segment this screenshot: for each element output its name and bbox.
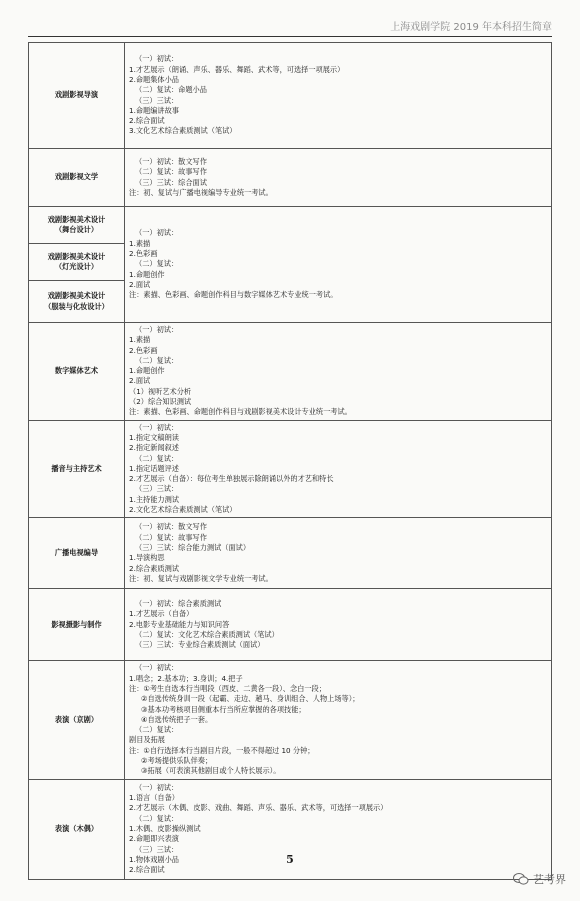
major-name-line: （灯光设计） bbox=[54, 262, 99, 271]
major-name-line: 戏剧影视导演 bbox=[54, 90, 99, 100]
major-name-line: （舞台设计） bbox=[54, 225, 99, 234]
exam-content-line: 2.色彩画 bbox=[129, 345, 158, 355]
exam-content-line: 1.唱念；2.基本功；3.身训；4.把子 bbox=[129, 673, 243, 683]
table-row bbox=[29, 207, 552, 244]
exam-content-line: （三）三试： bbox=[135, 484, 179, 494]
exam-content-line: （三）三试： bbox=[135, 844, 179, 854]
major-name-cell bbox=[29, 661, 125, 779]
exam-content-line: 1.素描 bbox=[129, 335, 151, 345]
exam-content-line: 1.主持能力测试 bbox=[129, 494, 179, 504]
exam-content-line: 1.命题编讲故事 bbox=[129, 105, 179, 115]
exam-content-line: 2.面试 bbox=[129, 279, 151, 289]
exam-content-line: 1.导演构思 bbox=[129, 553, 165, 563]
major-name-line: 播音与主持艺术 bbox=[51, 463, 102, 473]
exam-content-line: ③拓展（可表演其他剧目或个人特长展示）。 bbox=[141, 766, 281, 776]
page-number: 5 bbox=[286, 853, 294, 866]
wechat-icon bbox=[513, 872, 529, 886]
table-row bbox=[29, 661, 552, 779]
exam-content-line: 1.素描 bbox=[129, 238, 151, 248]
exam-content-line: 1.指定文稿朗读 bbox=[129, 432, 179, 442]
exam-content-line: 2.综合面试 bbox=[129, 116, 165, 126]
major-name-cell bbox=[29, 281, 125, 323]
major-name-line: 广播电视编导 bbox=[54, 548, 99, 558]
exam-content-line: 1.才艺展示（朗诵、声乐、器乐、舞蹈、武术等，可选择一项展示） bbox=[129, 64, 345, 74]
exam-content-line: ④自选传统把子一套。 bbox=[141, 714, 213, 724]
exam-content-line: （一）初试： bbox=[135, 325, 179, 334]
exam-content-cell bbox=[125, 149, 552, 207]
exam-content-line: ③基本功考核项目侧重本行当所应掌握的各项技能； bbox=[141, 704, 306, 714]
exam-content-line: 1.木偶、皮影操纵测试 bbox=[129, 823, 201, 833]
header-divider bbox=[28, 36, 552, 37]
major-name-line: 戏剧影视美术设计 bbox=[47, 251, 106, 261]
major-name-cell bbox=[29, 518, 125, 589]
exam-content-line: ②考场提供乐队伴奏； bbox=[141, 756, 213, 766]
major-name-line: 数字媒体艺术 bbox=[54, 366, 99, 376]
exam-content-line: （一）初试： bbox=[135, 422, 179, 432]
major-name-cell bbox=[29, 43, 125, 149]
exam-content-line: （一）初试： bbox=[135, 782, 179, 792]
major-name-cell bbox=[29, 149, 125, 207]
exam-content-line: 2.综合素质测试 bbox=[129, 563, 179, 573]
major-name-line: 表演（京剧） bbox=[54, 714, 99, 724]
exam-content-line: 剧目及拓展 bbox=[129, 735, 165, 745]
exam-content-line: 1.命题创作 bbox=[129, 269, 165, 279]
exam-content-line: 2.才艺展示（自备）：每位考生单独展示除朗诵以外的才艺和特长 bbox=[129, 474, 334, 484]
table-row bbox=[29, 420, 552, 518]
exam-content-line: （三）三试：综合能力测试（面试） bbox=[135, 543, 251, 553]
exam-content-line: （一）初试： bbox=[135, 663, 179, 673]
exam-content-line: 2.综合面试 bbox=[129, 865, 165, 875]
document-header-title: 上海戏剧学院 2019 年本科招生简章 bbox=[390, 22, 552, 33]
exam-content-line: 2.命题集体小品 bbox=[129, 74, 179, 84]
table-row bbox=[29, 323, 552, 421]
major-name-line: （服装与化妆设计） bbox=[44, 301, 109, 311]
major-name-cell bbox=[29, 589, 125, 661]
exam-content-line: 1.语言（自备） bbox=[129, 793, 179, 803]
exam-content-cell bbox=[125, 661, 552, 779]
table-row bbox=[29, 518, 552, 589]
exam-content-line: （2）综合知识测试 bbox=[129, 397, 192, 407]
major-name-line: 表演（木偶） bbox=[54, 823, 99, 833]
exam-content-cell bbox=[125, 43, 552, 149]
major-name-cell bbox=[29, 323, 125, 421]
exam-content-line: 1.指定话题评述 bbox=[129, 463, 179, 473]
exam-content-line: （一）初试：综合素质测试 bbox=[135, 599, 222, 609]
exam-content-line: 注：①自行选择本行当剧目片段，一般不得超过 10 分钟； bbox=[129, 745, 315, 755]
exam-content-line: （一）初试：散文写作 bbox=[135, 522, 207, 532]
exam-content-line: （一）初试： bbox=[135, 228, 179, 238]
exam-content-line: （二）复试：文化艺术综合素质测试（笔试） bbox=[135, 629, 279, 639]
exam-content-cell bbox=[125, 207, 552, 323]
exam-content-line: 2.色彩画 bbox=[129, 249, 158, 259]
exam-content-line: 注：素描、色彩画、命题创作科目与戏剧影视美术设计专业统一考试。 bbox=[129, 407, 352, 417]
exam-content-line: 2.才艺展示（木偶、皮影、戏曲、舞蹈、声乐、器乐、武术等，可选择一项展示） bbox=[129, 803, 388, 813]
exam-content-line: （一）初试：散文写作 bbox=[135, 156, 207, 166]
exam-table-body bbox=[29, 43, 552, 880]
exam-content-line: 1.才艺展示（自备） bbox=[129, 609, 194, 619]
exam-content-line: （三）三试： bbox=[135, 95, 179, 105]
exam-content-line: （1）视听艺术分析 bbox=[129, 386, 192, 396]
exam-content-line: 3.文化艺术综合素质测试（笔试） bbox=[129, 126, 237, 136]
major-name-cell bbox=[29, 420, 125, 518]
exam-content-line: （二）复试：故事写作 bbox=[135, 532, 207, 542]
exam-content-line: （二）复试： bbox=[135, 355, 179, 365]
major-name-line: 戏剧影视美术设计 bbox=[47, 214, 106, 224]
exam-content-table bbox=[28, 42, 552, 880]
table-row bbox=[29, 149, 552, 207]
exam-content-cell bbox=[125, 420, 552, 518]
table-row bbox=[29, 589, 552, 661]
exam-content-line: （二）复试： bbox=[135, 259, 179, 269]
exam-content-line: （二）复试： bbox=[135, 813, 179, 823]
exam-content-line: 2.面试 bbox=[129, 376, 151, 386]
exam-content-line: （二）复试：命题小品 bbox=[135, 85, 207, 95]
major-name-cell bbox=[29, 207, 125, 244]
exam-content-line: （二）复试：故事写作 bbox=[135, 167, 207, 177]
exam-content-line: 注：素描、色彩画、命题创作科目与数字媒体艺术专业统一考试。 bbox=[129, 290, 338, 300]
exam-content-line: 1.命题创作 bbox=[129, 366, 165, 376]
exam-content-cell bbox=[125, 323, 552, 421]
exam-content-line: （三）三试：综合面试 bbox=[135, 177, 207, 187]
exam-content-line: 注：初、复试与广播电视编导专业统一考试。 bbox=[129, 187, 273, 197]
exam-content-line: （二）复试： bbox=[135, 725, 179, 735]
exam-content-line: 1.物体戏剧小品 bbox=[129, 854, 179, 864]
exam-content-line: （三）三试：专业综合素质测试（面试） bbox=[135, 640, 265, 650]
table-row bbox=[29, 43, 552, 149]
exam-content-line: ②自选传统身训一段（起霸、走边、趟马、身训组合、人物上场等）； bbox=[141, 694, 360, 704]
watermark-text: 艺考界 bbox=[533, 873, 566, 886]
major-name-cell bbox=[29, 244, 125, 281]
exam-content-line: 注：①考生自选本行当唱段（西皮、二黄各一段）、念白一段； bbox=[129, 683, 326, 693]
exam-content-line: （二）复试： bbox=[135, 453, 179, 463]
exam-content-line: 2.命题即兴表演 bbox=[129, 834, 179, 844]
major-name-line: 影视摄影与制作 bbox=[51, 619, 102, 629]
exam-content-line: 2.指定新闻叙述 bbox=[129, 443, 179, 453]
exam-content-cell bbox=[125, 589, 552, 661]
major-name-line: 戏剧影视文学 bbox=[54, 172, 99, 182]
exam-content-line: 2.文化艺术综合素质测试（笔试） bbox=[129, 505, 237, 515]
exam-content-line: 注：初、复试与戏剧影视文学专业统一考试。 bbox=[129, 573, 273, 583]
exam-content-line: （一）初试： bbox=[135, 54, 179, 64]
major-name-line: 戏剧影视美术设计 bbox=[47, 291, 106, 301]
exam-content-line: 2.电影专业基础能力与知识问答 bbox=[129, 619, 230, 629]
exam-content-cell bbox=[125, 518, 552, 589]
watermark bbox=[513, 871, 566, 887]
